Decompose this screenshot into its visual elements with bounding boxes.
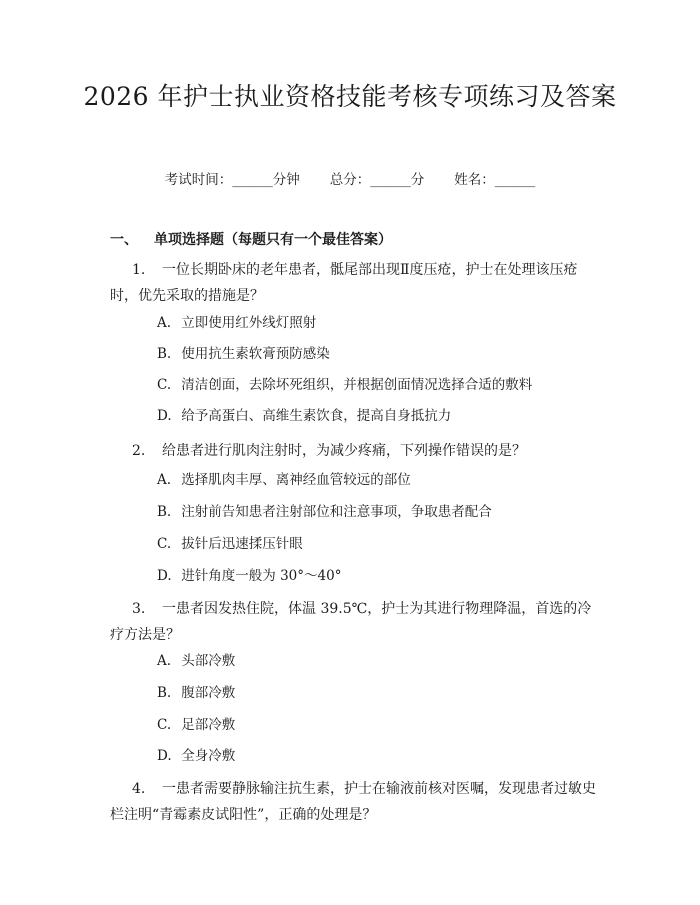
- option-label: B.: [157, 346, 172, 362]
- option-label: A.: [157, 653, 172, 669]
- option-1b: [157, 344, 330, 364]
- option-2c: [157, 534, 303, 554]
- option-1d: [157, 406, 451, 426]
- option-text: 注射前告知患者注射部位和注意事项，争取患者配合: [181, 504, 492, 520]
- option-label: A.: [157, 315, 172, 331]
- time-label: 考试时间：: [164, 172, 233, 188]
- question-2: [110, 438, 600, 464]
- exam-info-line: [0, 168, 700, 188]
- section-title: 单项选择题（每题只有一个最佳答案）: [154, 232, 392, 248]
- option-text: 拔针后迅速揉压针眼: [181, 536, 303, 552]
- question-number: 1.: [132, 262, 146, 278]
- option-text: 头部冷敷: [181, 653, 236, 669]
- option-text: 腹部冷敷: [181, 685, 236, 701]
- question-4: [110, 776, 600, 828]
- option-text: 使用抗生素软膏预防感染: [181, 346, 330, 362]
- option-label: D.: [157, 568, 172, 584]
- time-unit: 分钟: [272, 172, 300, 188]
- document-title: 2026 年护士执业资格技能考核专项练习及答案: [83, 82, 617, 111]
- option-label: B.: [157, 504, 172, 520]
- option-text: 选择肌肉丰厚、离神经血管较远的部位: [181, 472, 411, 488]
- option-label: C.: [157, 377, 172, 393]
- option-label: C.: [157, 717, 172, 733]
- option-label: D.: [157, 408, 172, 424]
- score-label: 总分：: [329, 172, 371, 188]
- name-label: 姓名：: [454, 172, 495, 188]
- section-number: 一、: [110, 232, 138, 248]
- option-text: 清洁创面，去除坏死组织，并根据创面情况选择合适的敷料: [181, 377, 533, 393]
- option-2d: [157, 566, 341, 586]
- option-2a: [157, 470, 411, 490]
- section-heading: [110, 229, 392, 249]
- option-3d: [157, 746, 235, 766]
- question-number: 3.: [132, 601, 146, 617]
- option-text: 立即使用红外线灯照射: [181, 315, 317, 331]
- question-3: [110, 596, 600, 648]
- question-number: 2.: [132, 443, 146, 459]
- option-text: 进针角度一般为 30°～40°: [181, 568, 342, 584]
- option-label: C.: [157, 536, 172, 552]
- option-3b: [157, 683, 235, 703]
- option-label: B.: [157, 685, 172, 701]
- question-text: 给患者进行肌肉注射时，为减少疼痛，下列操作错误的是？: [162, 443, 526, 459]
- question-1: [110, 257, 600, 309]
- option-3a: [157, 651, 235, 671]
- option-label: D.: [157, 748, 172, 764]
- question-text: 一位长期卧床的老年患者，骶尾部出现Ⅱ度压疮，护士在处理该压疮时，优先采取的措施是？: [110, 262, 578, 304]
- option-text: 全身冷敷: [181, 748, 236, 764]
- option-1c: [157, 375, 532, 395]
- question-number: 4.: [132, 781, 146, 797]
- name-blank: ______: [494, 172, 536, 188]
- option-1a: [157, 313, 316, 333]
- option-3c: [157, 715, 235, 735]
- question-text: 一患者需要静脉输注抗生素，护士在输液前核对医嘱，发现患者过敏史栏注明“青霉素皮试阳性”，正确的处理是？: [110, 781, 596, 823]
- time-blank: ______: [232, 172, 273, 188]
- score-unit: 分: [410, 172, 425, 188]
- score-blank: ______: [370, 172, 411, 188]
- option-text: 足部冷敷: [181, 717, 236, 733]
- option-label: A.: [157, 472, 172, 488]
- option-2b: [157, 502, 492, 522]
- option-text: 给予高蛋白、高维生素饮食，提高自身抵抗力: [181, 408, 452, 424]
- question-text: 一患者因发热住院，体温 39.5℃，护士为其进行物理降温，首选的冷疗方法是？: [110, 601, 592, 643]
